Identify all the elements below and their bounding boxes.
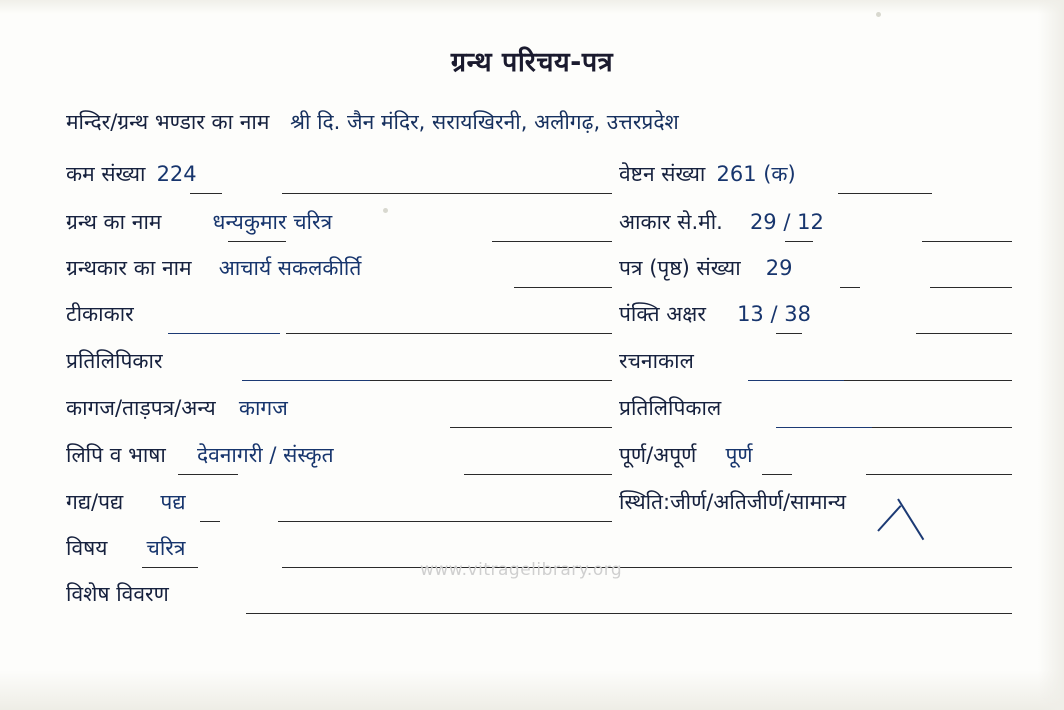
table-row xyxy=(66,254,1012,294)
field-value: पूर्ण xyxy=(725,443,753,467)
field-label: कम संख्या xyxy=(66,162,146,186)
field-label: लिपि व भाषा xyxy=(66,443,166,467)
field-label: ग्रन्थकार का नाम xyxy=(66,256,192,280)
field-commentator xyxy=(66,300,611,340)
field-label: गद्य/पद्य xyxy=(66,490,124,514)
field-value: देवनागरी / संस्कृत xyxy=(196,443,334,467)
rule-line xyxy=(514,287,612,288)
rule-line xyxy=(370,380,612,381)
field-value: 13 / 38 xyxy=(737,302,811,326)
rule-line xyxy=(282,193,612,194)
field-size-cm xyxy=(619,208,1019,248)
field-value: धन्यकुमार चरित्र xyxy=(212,210,333,234)
paper-smudge xyxy=(876,12,881,17)
field-value: 29 / 12 xyxy=(749,210,824,234)
field-grantha-name xyxy=(66,208,611,248)
field-complete-incomplete xyxy=(619,441,1019,481)
paper-edge-top xyxy=(0,0,1064,14)
field-label: विषय xyxy=(66,536,108,560)
rule-line xyxy=(838,193,932,194)
library-name-label: मन्दिर/ग्रन्थ भण्डार का नाम xyxy=(66,110,270,134)
field-scribe xyxy=(66,347,611,387)
field-label: पंक्ति अक्षर xyxy=(619,302,706,326)
field-krama-sankhya xyxy=(66,160,611,200)
field-special-remarks xyxy=(66,580,611,620)
table-row xyxy=(66,488,1012,528)
table-row xyxy=(66,441,1012,481)
field-veshtan-sankhya xyxy=(619,160,1019,200)
field-composition-date xyxy=(619,347,1019,387)
field-copy-date xyxy=(619,394,1019,434)
table-row xyxy=(66,300,1012,340)
rule-line xyxy=(492,241,612,242)
field-value: चरित्र xyxy=(146,536,186,560)
rule-line xyxy=(776,333,802,334)
field-value: 29 xyxy=(765,256,793,280)
field-label: आकार से.मी. xyxy=(619,210,723,234)
rule-line xyxy=(785,241,813,242)
field-label: कागज/ताड़पत्र/अन्य xyxy=(66,396,216,420)
rule-line xyxy=(748,380,844,381)
field-material xyxy=(66,394,611,434)
field-folio-count xyxy=(619,254,1019,294)
field-label: रचनाकाल xyxy=(619,349,694,373)
rule-line xyxy=(142,567,198,568)
field-label: पत्र (पृष्ठ) संख्या xyxy=(619,256,741,280)
rule-line xyxy=(922,241,1012,242)
rule-line xyxy=(762,474,792,475)
watermark: www.vitragelibrary.org xyxy=(420,560,623,580)
rule-line xyxy=(776,427,872,428)
rule-line xyxy=(190,193,222,194)
field-value: पद्य xyxy=(160,490,186,514)
rule-line xyxy=(916,333,1012,334)
field-label: वेष्टन संख्या xyxy=(619,162,706,186)
field-lines-letters xyxy=(619,300,1019,340)
field-label: विशेष विवरण xyxy=(66,582,169,606)
field-prose-verse xyxy=(66,488,611,528)
field-label: ग्रन्थ का नाम xyxy=(66,210,162,234)
field-script-language xyxy=(66,441,611,481)
field-label: टीकाकार xyxy=(66,302,134,326)
rule-line xyxy=(844,380,1012,381)
rule-line xyxy=(930,287,1012,288)
rule-line xyxy=(282,567,1012,568)
table-row xyxy=(66,580,1012,620)
rule-line xyxy=(840,287,860,288)
field-value: 261 (क) xyxy=(716,162,796,186)
field-condition xyxy=(619,488,1039,528)
field-value: कागज xyxy=(238,396,288,420)
rule-line xyxy=(278,521,612,522)
library-name-row xyxy=(66,108,1026,136)
field-author-name xyxy=(66,254,611,294)
rule-line xyxy=(866,474,1012,475)
paper-edge-bottom xyxy=(0,670,1064,710)
page-title: ग्रन्थ परिचय-पत्र xyxy=(450,47,614,78)
field-value: 224 xyxy=(156,162,197,186)
rule-line xyxy=(200,521,220,522)
field-label: स्थिति:जीर्ण/अतिजीर्ण/सामान्य xyxy=(619,490,847,514)
table-row xyxy=(66,394,1012,434)
field-label: प्रतिलिपिकार xyxy=(66,349,163,373)
rule-line xyxy=(242,380,370,381)
rule-line xyxy=(286,333,612,334)
field-value: आचार्य सकलकीर्ति xyxy=(218,256,362,280)
field-label: पूर्ण/अपूर्ण xyxy=(619,443,697,467)
rule-line xyxy=(872,427,1012,428)
field-label: प्रतिलिपिकाल xyxy=(619,396,722,420)
paper-edge-right xyxy=(1038,0,1064,710)
rule-line xyxy=(246,613,1012,614)
rule-line xyxy=(228,241,286,242)
library-name-value: श्री दि. जैन मंदिर, सरायखिरनी, अलीगढ़, उत्तरप्रदेश xyxy=(290,110,679,134)
rule-line xyxy=(178,474,238,475)
rule-line xyxy=(464,474,612,475)
table-row xyxy=(66,347,1012,387)
table-row xyxy=(66,208,1012,248)
rule-line xyxy=(168,333,280,334)
rule-line xyxy=(450,427,612,428)
table-row xyxy=(66,160,1012,200)
